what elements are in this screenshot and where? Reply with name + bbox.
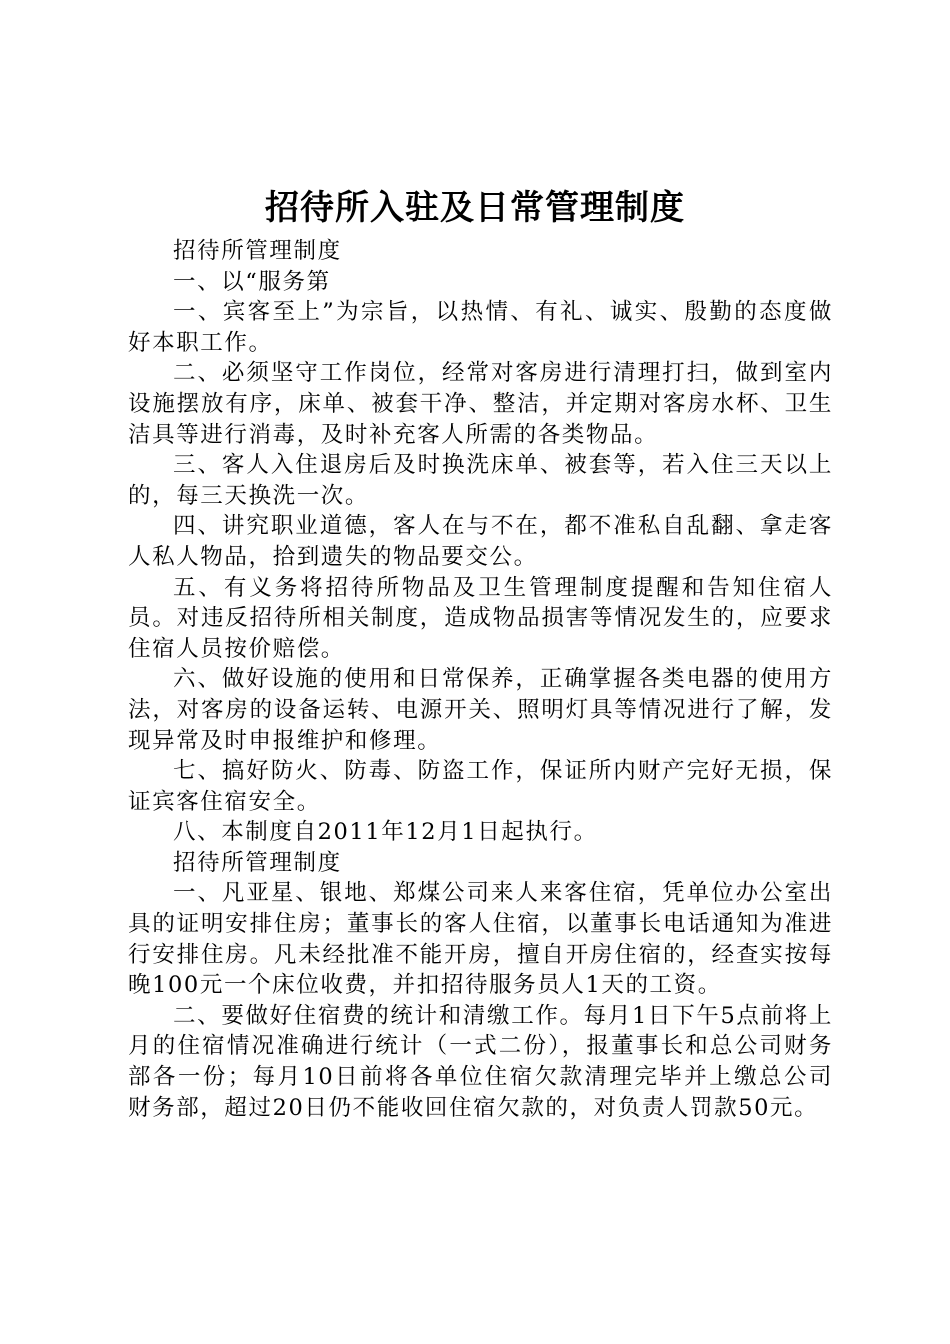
document-body [128,236,833,1123]
paragraph-item-7: 七、搞好防火、防毒、防盗工作，保证所内财产完好无损，保证宾客住宿安全。 [128,758,833,815]
paragraph-rule-2: 二、要做好住宿费的统计和清缴工作。每月1日下午5点前将上月的住宿情况准确进行统计（一式二份），报董事长和总公司财务部各一份；每月10日前将各单位住宿欠款清理完毕并上缴总公司财务部，超过20日仍不能收回住宿欠款的，对负责人罚款50元。 [128,1002,833,1121]
document-title: 招待所入驻及日常管理制度 [265,188,685,228]
paragraph-item-6: 六、做好设施的使用和日常保养，正确掌握各类电器的使用方法，对客房的设备运转、电源开关、照明灯具等情况进行了解，发现异常及时申报维护和修理。 [128,666,833,754]
paragraph-item-3: 三、客人入住退房后及时换洗床单、被套等，若入住三天以上的，每三天换洗一次。 [128,452,833,509]
paragraph-item-4: 四、讲究职业道德，客人在与不在，都不准私自乱翻、拿走客人私人物品，拾到遗失的物品要交公。 [128,513,833,570]
paragraph-item-1: 一、宾客至上”为宗旨，以热情、有礼、诚实、殷勤的态度做好本职工作。 [128,299,833,356]
paragraph-item-2: 二、必须坚守工作岗位，经常对客房进行清理打扫，做到室内设施摆放有序，床单、被套干净、整洁，并定期对客房水杯、卫生洁具等进行消毒，及时补充客人所需的各类物品。 [128,360,833,448]
paragraph-rule-1: 一、凡亚星、银地、郑煤公司来人来客住宿，凭单位办公室出具的证明安排住房；董事长的客人住宿，以董事长电话通知为准进行安排住房。凡未经批准不能开房，擅自开房住宿的，经查实按每晚100元一个床位收费，并扣招待服务员人1天的工资。 [128,880,833,999]
paragraph-item-8: 八、本制度自2011年12月1日起执行。 [173,819,598,846]
paragraph-subtitle-1: 招待所管理制度 [173,238,342,264]
paragraph-subtitle-2: 招待所管理制度 [173,849,342,876]
paragraph-item-1-heading: 一、以“服务第 [173,268,331,295]
paragraph-item-5: 五、有义务将招待所物品及卫生管理制度提醒和告知住宿人员。对违反招待所相关制度，造成物品损害等情况发生的，应要求住宿人员按价赔偿。 [128,574,833,662]
